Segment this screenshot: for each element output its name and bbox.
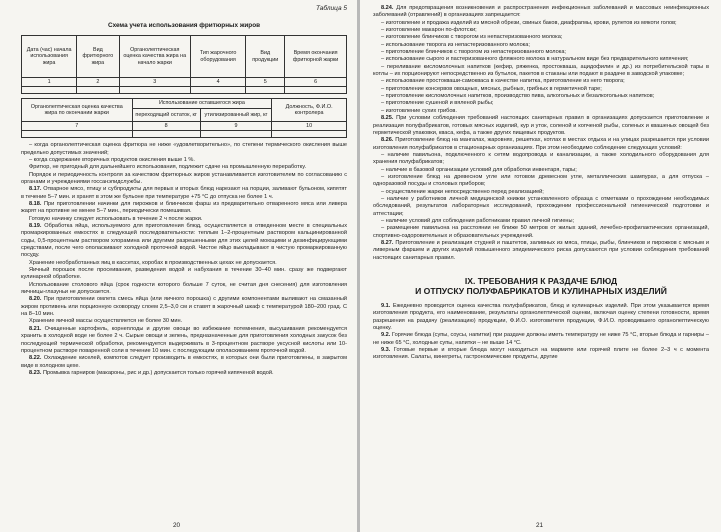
ban-item: – использование простокваши-самокваса в качестве напитка, приготовление из него творога; [381,78,625,85]
clause-number: 9.3. [381,346,391,353]
right-page [360,0,721,532]
clause-number: 8.23. [29,369,42,376]
ban-item: – переливание кисломолочных напитков (кефир, ряженка, простокваша, ацидофилин и др.) из потребительской тары в котлы – их порционируют непосредственно из бутылок, пакетов в стаканы или подают в раздаче в заводской упаковке; [373,63,709,78]
table-title: Схема учета использования фритюрных жиров [107,22,261,29]
clause-number: 8.27. [381,240,394,246]
column-number: 2 [77,78,119,87]
clause-number: 8.25. [381,115,394,122]
clause-number: 8.20. [29,296,42,303]
paragraph: Хранение необработанных яиц в кассетах, коробах в производственных цехах не допускается. [29,259,277,266]
header-product-type: Вид продукции [246,36,285,78]
ban-item: – приготовление блинчиков с творогом из непастеризованного молока; [381,49,566,56]
ban-item: – изготовление сухих грибов. [381,107,457,114]
header-start-date: Дата (час) начала использования жира [22,36,77,78]
paragraph: – когда органолептическая оценка фритюра не ниже «удовлетворительно», по степени термического окисления выше предельно допустимых значений; [21,142,347,156]
ban-item: – изготовление блинчиков с творогом из непастеризованного молока; [381,34,563,41]
condition-item: – наличие условий для соблюдения работниками правил личной гигиены; [381,217,575,224]
paragraph: – когда содержание вторичных продуктов окисления выше 1 %. [29,156,195,163]
table-number-row [22,121,347,130]
clause-9-3: 9.3. Готовые первые и вторые блюда могут находиться на мармите или горячей плите не более 2–3 ч с момента изготовления. Салаты, винегреты, гастрономические продукты, другие [373,346,709,361]
column-number: 5 [246,78,285,87]
header-initial-quality: Органолептическая оценка качества жира на начало жарки [119,36,191,78]
section-heading [373,276,709,297]
table-header-row [22,36,347,78]
header-carryover: переходящий остаток, кг [132,108,200,121]
condition-item: – осуществление жарки непосредственно перед реализацией; [381,188,544,195]
right-body-text [373,5,709,262]
clause-9-1: 9.1. Ежедневно проводится оценка качества полуфабрикатов, блюд и кулинарных изделий. При этом указывается время изготовления продукта, его наименование, результаты органолептической оценки, включая оценку степени готовности, время разрешения на раздачу (реализацию) продукции, Ф.И.О. изготовителя продукции, Ф.И.О. проводившего органолептическую оценку. [373,302,709,331]
ban-item: – использование сырого и пастеризованного фляжного молока в натуральном виде без предварительного кипячения; [381,56,689,63]
table-number-row [22,78,347,87]
clause-number: 8.24. [381,5,394,11]
column-number: 6 [285,78,347,87]
clause-8-18: 8.18. При приготовлении начинки для пирожков и блинчиков фарш из предварительно отваренного мяса или ливера жарят на противне не менее 5–7 мин., периодически помешивая. [21,200,347,215]
section-heading-line2: И ОТПУСКУ ПОЛУФАБРИКАТОВ И КУЛИНАРНЫХ ИЗДЕЛИЙ [415,286,667,297]
left-page [0,0,357,532]
clause-8-21: 8.21. Очищенные картофель, корнеплоды и другие овощи во избежание потемнения, высушивания рекомендуется хранить в холодной воде не более 2 ч. Сырые овощи и зелень, предназначенные для приготовления холодных закусок без последующей термической обработки, рекомендуется выдерживать в 3-процентном растворе уксусной кислоты или 10-процентном растворе поваренной соли в течение 10 мин. с последующим ополаскиванием проточной водой. [21,325,347,354]
fat-usage-table-part1 [21,35,347,94]
column-number: 7 [22,121,133,130]
column-number: 1 [22,78,77,87]
clause-8-22: 8.22. Охлаждение киселей, компотов следует производить в емкостях, в которых они были приготовлены, в закрытом виде в холодном цехе. [21,355,347,369]
header-final-quality: Органолептическая оценка качества жира по окончании жарки [22,99,133,121]
column-number: 9 [200,121,272,130]
clause-number: 8.17. [29,186,42,193]
column-number: 10 [272,121,347,130]
page-number: 20 [173,522,181,529]
condition-item: – размещение павильона на расстоянии не ближе 50 метров от жилых зданий, лечебно-профилактических организаций, спортивно-оздоровительных и образовательных учреждений. [373,225,709,239]
table-header-row [22,99,347,108]
paragraph: Порядок и периодичность контроля за качеством фритюрных жиров устанавливается изготовителем по согласованию с органами и учреждениями госсанэпидслужбы. [21,171,347,185]
section-heading-line1: IX. ТРЕБОВАНИЯ К РАЗДАЧЕ БЛЮД [464,276,618,287]
table-empty-row [22,87,347,94]
ban-item: – приготовление консервов овощных, мясных, рыбных, грибных в герметичной таре; [381,85,602,92]
clause-8-27: 8.27. Приготовление и реализация студней и паштетов, заливных из мяса, птицы, рыбы, блинчиков и пирожков с мясным и ливерным фаршем и других изделий повышенного эпидемического риска допускаются при условии соблюдения требований настоящих санитарных правил. [373,240,709,261]
clause-8-24: 8.24. Для предотвращения возникновения и распространения инфекционных заболеваний и массовых неинфекционных заболеваний (отравлений) в организациях запрещается: [373,5,709,19]
condition-item: – наличие в базовой организации условий для обработки инвентаря, тары; [381,166,577,173]
clause-8-26: 8.26. Приготовление блюд на мангалах, жаровнях, решетках, котлах в местах отдыха и на улицах разрешается при условии изготовления полуфабрикатов в стационарных организациях. При этом необходимо соблюдение следующих условий: [373,137,709,151]
clause-8-19: 8.19. Обработка яйца, используемого для приготовления блюд, осуществляется в отведенном месте в специальных промаркированных емкостях в следующей последовательности: теплым 1–2-процентным раствором кальцинированной соды, 0,5-процентным раствором хлорамина или другими разрешенными для этих целей моющими и дезинфицирующими средствами, после чего ополаскивают холодной проточной водой. Чистое яйцо выкладывают в чистую промаркированную посуду. [21,223,347,259]
header-utilized: утилизированный жир, кг [200,108,272,121]
column-number: 3 [119,78,191,87]
header-fat-type: Вид фритюрного жира [77,36,119,78]
condition-item: – наличие у работников личной медицинской книжки установленного образца с отметками о прохождении необходимых обследований, результатов лабораторных исследований, прохождении профессиональной гигиенической подготовки и аттестации; [373,195,709,217]
ban-item: – приготовление сушеной и вяленой рыбы; [381,100,494,107]
paragraph: Использование столового яйца (срок годности которого больше 7 суток, не считая дня снесения) для изготовления яичницы-глазуньи не допускается. [21,281,347,296]
ban-item: – изготовление макарон по-флотски; [381,27,477,34]
ban-item: – использование творога из непастеризованного молока; [381,41,530,48]
table-caption: Таблица 5 [315,5,347,12]
clause-number: 8.21. [29,325,42,332]
column-number: 4 [191,78,246,87]
table-empty-row [22,131,347,138]
clause-8-23: 8.23. Промывка гарниров (макароны, рис и др.) допускается только горячей кипяченой водой. [29,369,274,376]
header-equipment-type: Тип жарочного оборудования [191,36,246,78]
paragraph: Яичный порошок после просеивания, разведения водой и набухания в течение 30–40 мин. сразу же подвергают кулинарной обработке. [21,267,347,281]
header-end-time: Время окончания фритюрной жарки [285,36,347,78]
clause-8-20: 8.20. При приготовлении омлета смесь яйца (или яичного порошка) с другими компонентами выливают на смазанный жиром противень или порционную сковороду слоем 2,5–3,0 см и ставят в жарочный шкаф с температурой 180–200 град. С на 8–10 мин. [21,296,347,318]
paragraph: Готовую начинку следует использовать в течение 2 ч после жарки. [29,215,203,222]
clause-number: 8.19. [29,223,42,229]
clause-number: 9.2. [381,332,391,339]
clause-8-17: 8.17. Отварное мясо, птицу и субпродукты для первых и вторых блюд нарезают на порции, заливают бульоном, кипятят в течение 5–7 мин. и хранят в этом же бульоне при температуре +75 °С до отпуска не более 1 ч. [21,186,347,200]
paragraph: Фритюр, не пригодный для дальнейшего использования, подлежит сдаче на промышленную переработку. [29,164,307,171]
condition-item: – изготовление блюд на древесном угле или готовом древесном угле, металлических шампурах, а для отпуска – одноразовой посуды и столовых приборов; [373,173,709,188]
right-body-text-2 [373,303,709,362]
clause-number: 9.1. [381,302,391,309]
clause-9-2: 9.2. Горячие блюда (супы, соусы, напитки) при раздаче должны иметь температуру не ниже 75 °С, вторые блюда и гарниры – не ниже 65 °С, холодные супы, напитки – не выше 14 °С. [373,332,709,346]
clause-number: 8.26. [381,137,394,144]
left-body-text [21,142,347,377]
ban-item: – изготовление и продажа изделий из мясной обрези, свиных баков, диафрагмы, крови, рулетов из мякоти голов; [381,19,677,26]
clause-8-25: 8.25. При условии соблюдения требований настоящих санитарных правил в организациях допускается приготовление и реализация полуфабрикатов, готовых мясных изделий, кур и уток, соленой и копченой рыбы, соленых и квашеных овощей без герметической упаковки, кваса, кефа, а также других пищевых продуктов. [373,115,709,136]
clause-number: 8.22. [29,355,42,362]
ban-item: – приготовление кисломолочных напитков, производство пива, алкогольных и безалкогольных напитков; [381,93,655,100]
header-remaining-fat-usage: Использование оставшегося жира [132,99,272,108]
paragraph: Хранение яичной массы осуществляется не более 30 мин. [29,318,183,325]
page-number: 21 [536,522,544,529]
column-number: 8 [132,121,200,130]
condition-item: – наличие павильона, подключенного к сетям водопровода и канализации, а также холодильного оборудования для хранения полуфабрикатов; [373,151,709,166]
clause-number: 8.18. [29,200,42,207]
fat-usage-table-part2 [21,98,347,138]
header-controller: Должность, Ф.И.О. контролера [272,99,347,121]
